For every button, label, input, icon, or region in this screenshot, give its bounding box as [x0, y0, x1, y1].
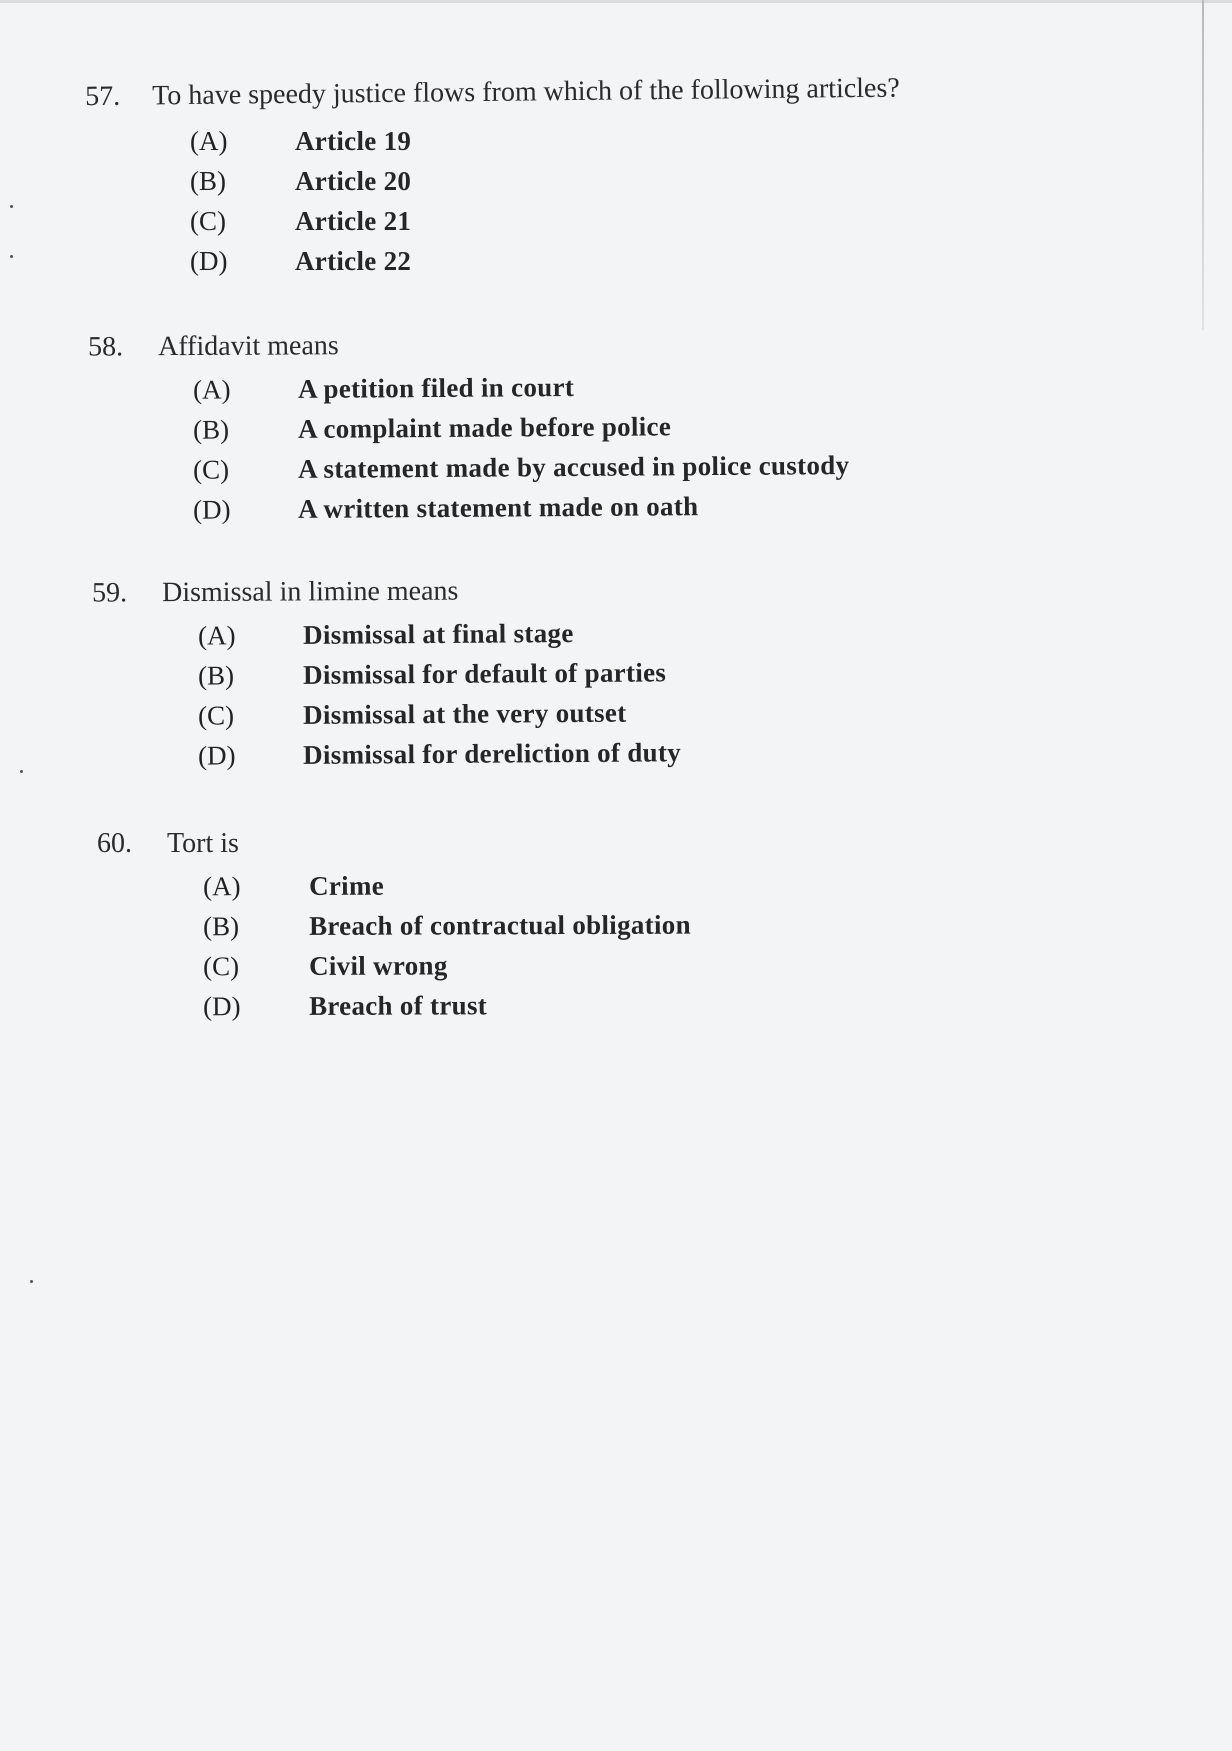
option-label: (B) [190, 166, 226, 196]
question-number: 59. [91, 577, 128, 609]
option-label: (B) [192, 414, 230, 445]
option-c [0, 948, 1200, 992]
option-label: (C) [197, 700, 235, 731]
option-label: (D) [197, 740, 236, 771]
question-number: 58. [87, 331, 124, 363]
question-57 [0, 72, 1200, 286]
question-text: Tort is [167, 828, 239, 859]
option-text: Article 22 [295, 246, 412, 276]
option-text: Breach of contractual obligation [308, 909, 691, 941]
option-d [0, 246, 1200, 286]
option-c [0, 206, 1200, 246]
option-text: A complaint made before police [297, 411, 672, 444]
option-text: A statement made by accused in police custody [297, 450, 850, 484]
option-label: (A) [202, 871, 241, 902]
option-text: A written statement made on oath [297, 491, 699, 524]
option-text: Dismissal for dereliction of duty [302, 737, 682, 770]
option-label: (A) [190, 126, 228, 156]
page-fold-line [1202, 0, 1204, 330]
option-d [0, 488, 1200, 536]
question-number: 60. [97, 828, 132, 859]
question-60 [0, 828, 1200, 1032]
option-text: Article 21 [295, 206, 412, 236]
option-a [0, 126, 1200, 166]
option-text: Dismissal for default of parties [302, 657, 667, 690]
question-text: To have speedy justice flows from which of the following articles? [151, 72, 900, 112]
option-text: Dismissal at final stage [302, 617, 574, 650]
question-text: Affidavit means [157, 330, 339, 363]
question-number: 57. [84, 80, 121, 113]
option-b [0, 908, 1200, 952]
option-text: Dismissal at the very outset [302, 697, 627, 730]
option-text: A petition filed in court [297, 371, 575, 404]
option-a [0, 868, 1200, 912]
scan-speck [30, 1280, 33, 1283]
page-top-edge [0, 0, 1232, 3]
question-59 [0, 575, 1200, 782]
question-text: Dismissal in limine means [161, 575, 459, 609]
option-label: (D) [190, 246, 228, 276]
option-text: Article 19 [295, 126, 412, 156]
option-label: (D) [192, 494, 231, 525]
option-label: (A) [192, 374, 231, 405]
option-b [0, 166, 1200, 206]
option-d [0, 734, 1200, 782]
option-text: Civil wrong [308, 950, 448, 981]
option-text: Breach of trust [308, 990, 488, 1021]
option-label: (A) [197, 620, 236, 651]
option-label: (B) [202, 911, 240, 942]
option-text: Crime [308, 870, 385, 901]
question-58 [0, 332, 1200, 536]
option-label: (C) [192, 454, 230, 485]
option-label: (C) [202, 951, 240, 982]
option-label: (D) [202, 991, 241, 1022]
option-label: (B) [197, 660, 235, 691]
option-label: (C) [190, 206, 226, 236]
option-d [0, 988, 1200, 1032]
option-text: Article 20 [295, 166, 412, 196]
